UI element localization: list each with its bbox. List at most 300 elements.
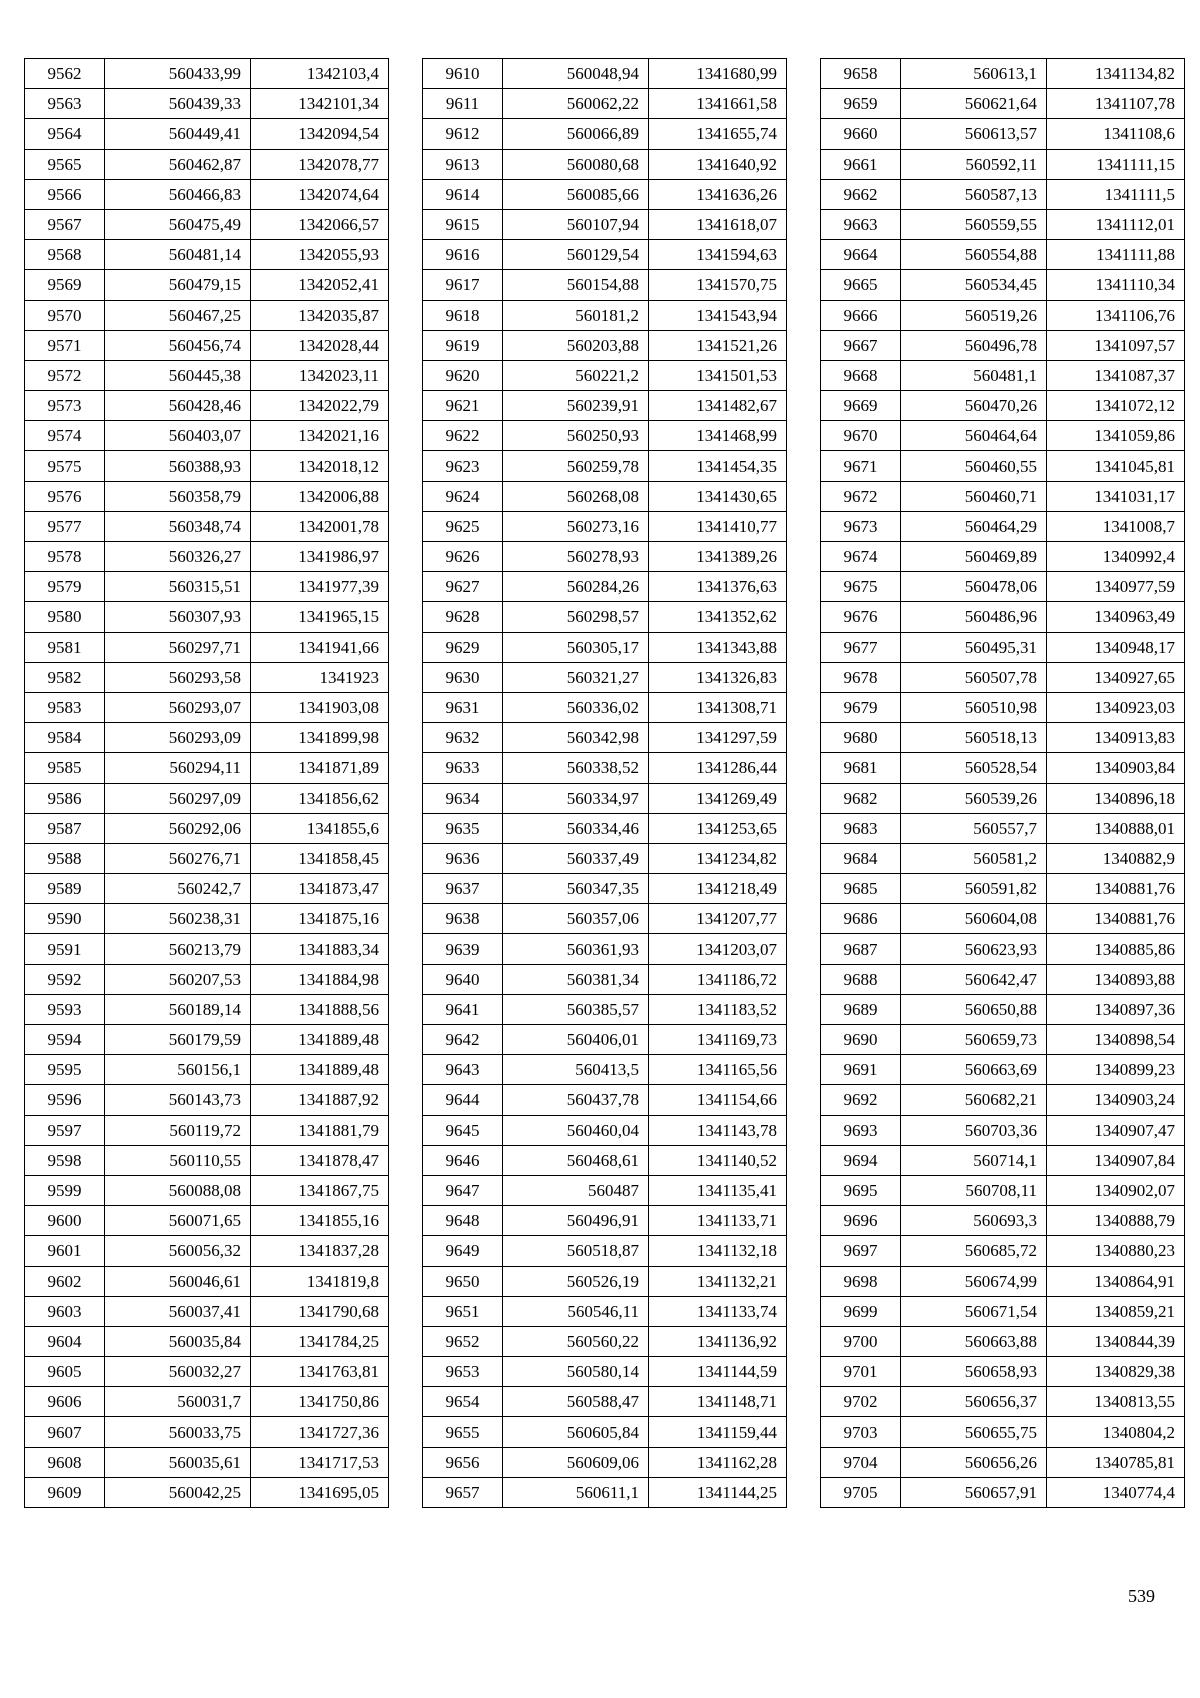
- table-row: [423, 994, 787, 1024]
- point-number-cell: 9616: [423, 240, 503, 270]
- x-coordinate-cell: 560348,74: [105, 511, 251, 541]
- x-coordinate-cell: 560460,71: [901, 481, 1047, 511]
- table-row: [25, 813, 389, 843]
- y-coordinate-cell: 1340992,4: [1047, 542, 1185, 572]
- x-coordinate-cell: 560046,61: [105, 1266, 251, 1296]
- table-row: [423, 1387, 787, 1417]
- y-coordinate-cell: 1342028,44: [251, 330, 389, 360]
- point-number-cell: 9605: [25, 1357, 105, 1387]
- point-number-cell: 9705: [821, 1477, 901, 1507]
- table-row: [25, 572, 389, 602]
- point-number-cell: 9697: [821, 1236, 901, 1266]
- y-coordinate-cell: 1341790,68: [251, 1296, 389, 1326]
- point-number-cell: 9615: [423, 209, 503, 239]
- y-coordinate-cell: 1340902,07: [1047, 1175, 1185, 1205]
- y-coordinate-cell: 1341570,75: [649, 270, 787, 300]
- point-number-cell: 9659: [821, 89, 901, 119]
- y-coordinate-cell: 1341855,16: [251, 1206, 389, 1236]
- x-coordinate-cell: 560297,71: [105, 632, 251, 662]
- x-coordinate-cell: 560507,78: [901, 662, 1047, 692]
- point-number-cell: 9577: [25, 511, 105, 541]
- x-coordinate-cell: 560656,26: [901, 1447, 1047, 1477]
- table-row: [423, 1326, 787, 1356]
- x-coordinate-cell: 560110,55: [105, 1145, 251, 1175]
- y-coordinate-cell: 1341376,63: [649, 572, 787, 602]
- y-coordinate-cell: 1341111,15: [1047, 149, 1185, 179]
- y-coordinate-cell: 1341140,52: [649, 1145, 787, 1175]
- table-row: [423, 481, 787, 511]
- x-coordinate-cell: 560071,65: [105, 1206, 251, 1236]
- table-row: [423, 511, 787, 541]
- x-coordinate-cell: 560032,27: [105, 1357, 251, 1387]
- point-number-cell: 9587: [25, 813, 105, 843]
- point-number-cell: 9582: [25, 662, 105, 692]
- x-coordinate-cell: 560671,54: [901, 1296, 1047, 1326]
- x-coordinate-cell: 560650,88: [901, 994, 1047, 1024]
- point-number-cell: 9588: [25, 843, 105, 873]
- y-coordinate-cell: 1341819,8: [251, 1266, 389, 1296]
- y-coordinate-cell: 1341169,73: [649, 1025, 787, 1055]
- x-coordinate-cell: 560546,11: [503, 1296, 649, 1326]
- x-coordinate-cell: 560276,71: [105, 843, 251, 873]
- y-coordinate-cell: 1340893,88: [1047, 964, 1185, 994]
- x-coordinate-cell: 560031,7: [105, 1387, 251, 1417]
- point-number-cell: 9574: [25, 421, 105, 451]
- table-row: [423, 421, 787, 451]
- table-row: [423, 874, 787, 904]
- x-coordinate-cell: 560580,14: [503, 1357, 649, 1387]
- point-number-cell: 9652: [423, 1326, 503, 1356]
- table-row: [423, 843, 787, 873]
- x-coordinate-cell: 560604,08: [901, 904, 1047, 934]
- y-coordinate-cell: 1341784,25: [251, 1326, 389, 1356]
- table-row: [25, 783, 389, 813]
- point-number-cell: 9608: [25, 1447, 105, 1477]
- y-coordinate-cell: 1341134,82: [1047, 59, 1185, 89]
- x-coordinate-cell: 560464,64: [901, 421, 1047, 451]
- y-coordinate-cell: 1341343,88: [649, 632, 787, 662]
- y-coordinate-cell: 1342018,12: [251, 451, 389, 481]
- point-number-cell: 9590: [25, 904, 105, 934]
- point-number-cell: 9669: [821, 391, 901, 421]
- coordinate-table-3: [820, 58, 1185, 1508]
- point-number-cell: 9618: [423, 300, 503, 330]
- y-coordinate-cell: 1341097,57: [1047, 330, 1185, 360]
- coordinate-table-1: [24, 58, 389, 1508]
- x-coordinate-cell: 560642,47: [901, 964, 1047, 994]
- table-row: [821, 421, 1185, 451]
- table-row: [25, 1357, 389, 1387]
- x-coordinate-cell: 560466,83: [105, 179, 251, 209]
- table-row: [25, 1085, 389, 1115]
- point-number-cell: 9568: [25, 240, 105, 270]
- y-coordinate-cell: 1340829,38: [1047, 1357, 1185, 1387]
- y-coordinate-cell: 1341031,17: [1047, 481, 1185, 511]
- x-coordinate-cell: 560207,53: [105, 964, 251, 994]
- x-coordinate-cell: 560470,26: [901, 391, 1047, 421]
- table-row: [25, 1175, 389, 1205]
- point-number-cell: 9580: [25, 602, 105, 632]
- x-coordinate-cell: 560085,66: [503, 179, 649, 209]
- point-number-cell: 9663: [821, 209, 901, 239]
- x-coordinate-cell: 560613,57: [901, 119, 1047, 149]
- table-row: [25, 89, 389, 119]
- table-row: [25, 59, 389, 89]
- table-row: [25, 300, 389, 330]
- x-coordinate-cell: 560456,74: [105, 330, 251, 360]
- table-row: [423, 1447, 787, 1477]
- point-number-cell: 9599: [25, 1175, 105, 1205]
- x-coordinate-cell: 560428,46: [105, 391, 251, 421]
- point-number-cell: 9639: [423, 934, 503, 964]
- x-coordinate-cell: 560221,2: [503, 360, 649, 390]
- point-number-cell: 9696: [821, 1206, 901, 1236]
- table-row: [821, 934, 1185, 964]
- table-row: [25, 1025, 389, 1055]
- x-coordinate-cell: 560119,72: [105, 1115, 251, 1145]
- y-coordinate-cell: 1340844,39: [1047, 1326, 1185, 1356]
- y-coordinate-cell: 1340963,49: [1047, 602, 1185, 632]
- x-coordinate-cell: 560080,68: [503, 149, 649, 179]
- y-coordinate-cell: 1340882,9: [1047, 843, 1185, 873]
- y-coordinate-cell: 1342052,41: [251, 270, 389, 300]
- point-number-cell: 9592: [25, 964, 105, 994]
- y-coordinate-cell: 1340903,24: [1047, 1085, 1185, 1115]
- x-coordinate-cell: 560033,75: [105, 1417, 251, 1447]
- table-row: [25, 1266, 389, 1296]
- table-row: [423, 964, 787, 994]
- table-row: [423, 391, 787, 421]
- point-number-cell: 9637: [423, 874, 503, 904]
- x-coordinate-cell: 560388,93: [105, 451, 251, 481]
- y-coordinate-cell: 1342101,34: [251, 89, 389, 119]
- x-coordinate-cell: 560475,49: [105, 209, 251, 239]
- y-coordinate-cell: 1341640,92: [649, 149, 787, 179]
- table-row: [423, 813, 787, 843]
- x-coordinate-cell: 560496,91: [503, 1206, 649, 1236]
- y-coordinate-cell: 1341727,36: [251, 1417, 389, 1447]
- y-coordinate-cell: 1340899,23: [1047, 1055, 1185, 1085]
- table-row: [423, 1236, 787, 1266]
- y-coordinate-cell: 1341148,71: [649, 1387, 787, 1417]
- y-coordinate-cell: 1340977,59: [1047, 572, 1185, 602]
- table-row: [821, 813, 1185, 843]
- y-coordinate-cell: 1341072,12: [1047, 391, 1185, 421]
- x-coordinate-cell: 560685,72: [901, 1236, 1047, 1266]
- x-coordinate-cell: 560526,19: [503, 1266, 649, 1296]
- y-coordinate-cell: 1341203,07: [649, 934, 787, 964]
- x-coordinate-cell: 560035,84: [105, 1326, 251, 1356]
- table-row: [423, 934, 787, 964]
- y-coordinate-cell: 1341763,81: [251, 1357, 389, 1387]
- point-number-cell: 9564: [25, 119, 105, 149]
- y-coordinate-cell: 1340864,91: [1047, 1266, 1185, 1296]
- y-coordinate-cell: 1340785,81: [1047, 1447, 1185, 1477]
- table-row: [25, 451, 389, 481]
- y-coordinate-cell: 1342021,16: [251, 421, 389, 451]
- table-row: [821, 1236, 1185, 1266]
- table-row: [821, 662, 1185, 692]
- table-row: [821, 572, 1185, 602]
- table-row: [821, 723, 1185, 753]
- x-coordinate-cell: 560056,32: [105, 1236, 251, 1266]
- point-number-cell: 9664: [821, 240, 901, 270]
- x-coordinate-cell: 560342,98: [503, 723, 649, 753]
- x-coordinate-cell: 560528,54: [901, 753, 1047, 783]
- y-coordinate-cell: 1341269,49: [649, 783, 787, 813]
- x-coordinate-cell: 560591,82: [901, 874, 1047, 904]
- x-coordinate-cell: 560315,51: [105, 572, 251, 602]
- x-coordinate-cell: 560181,2: [503, 300, 649, 330]
- y-coordinate-cell: 1341837,28: [251, 1236, 389, 1266]
- x-coordinate-cell: 560479,15: [105, 270, 251, 300]
- x-coordinate-cell: 560358,79: [105, 481, 251, 511]
- x-coordinate-cell: 560361,93: [503, 934, 649, 964]
- x-coordinate-cell: 560693,3: [901, 1206, 1047, 1236]
- table-row: [423, 59, 787, 89]
- x-coordinate-cell: 560519,26: [901, 300, 1047, 330]
- y-coordinate-cell: 1341543,94: [649, 300, 787, 330]
- point-number-cell: 9635: [423, 813, 503, 843]
- point-number-cell: 9562: [25, 59, 105, 89]
- table-row: [821, 1175, 1185, 1205]
- point-number-cell: 9579: [25, 572, 105, 602]
- table-row: [25, 1055, 389, 1085]
- point-number-cell: 9563: [25, 89, 105, 119]
- y-coordinate-cell: 1341087,37: [1047, 360, 1185, 390]
- x-coordinate-cell: 560334,97: [503, 783, 649, 813]
- table-row: [25, 904, 389, 934]
- x-coordinate-cell: 560449,41: [105, 119, 251, 149]
- point-number-cell: 9683: [821, 813, 901, 843]
- point-number-cell: 9581: [25, 632, 105, 662]
- point-number-cell: 9589: [25, 874, 105, 904]
- point-number-cell: 9614: [423, 179, 503, 209]
- table-row: [25, 843, 389, 873]
- table-row: [423, 692, 787, 722]
- y-coordinate-cell: 1340813,55: [1047, 1387, 1185, 1417]
- x-coordinate-cell: 560307,93: [105, 602, 251, 632]
- x-coordinate-cell: 560714,1: [901, 1145, 1047, 1175]
- point-number-cell: 9636: [423, 843, 503, 873]
- y-coordinate-cell: 1341636,26: [649, 179, 787, 209]
- x-coordinate-cell: 560481,14: [105, 240, 251, 270]
- y-coordinate-cell: 1341680,99: [649, 59, 787, 89]
- y-coordinate-cell: 1341881,79: [251, 1115, 389, 1145]
- table-row: [423, 542, 787, 572]
- point-number-cell: 9645: [423, 1115, 503, 1145]
- point-number-cell: 9656: [423, 1447, 503, 1477]
- y-coordinate-cell: 1341941,66: [251, 632, 389, 662]
- x-coordinate-cell: 560338,52: [503, 753, 649, 783]
- y-coordinate-cell: 1341855,6: [251, 813, 389, 843]
- x-coordinate-cell: 560682,21: [901, 1085, 1047, 1115]
- y-coordinate-cell: 1342094,54: [251, 119, 389, 149]
- point-number-cell: 9569: [25, 270, 105, 300]
- y-coordinate-cell: 1341965,15: [251, 602, 389, 632]
- point-number-cell: 9654: [423, 1387, 503, 1417]
- table-row: [821, 481, 1185, 511]
- table-row: [423, 300, 787, 330]
- x-coordinate-cell: 560326,27: [105, 542, 251, 572]
- point-number-cell: 9641: [423, 994, 503, 1024]
- point-number-cell: 9611: [423, 89, 503, 119]
- table-row: [25, 149, 389, 179]
- point-number-cell: 9703: [821, 1417, 901, 1447]
- y-coordinate-cell: 1340903,84: [1047, 753, 1185, 783]
- y-coordinate-cell: 1342055,93: [251, 240, 389, 270]
- point-number-cell: 9603: [25, 1296, 105, 1326]
- x-coordinate-cell: 560294,11: [105, 753, 251, 783]
- y-coordinate-cell: 1341871,89: [251, 753, 389, 783]
- y-coordinate-cell: 1341253,65: [649, 813, 787, 843]
- point-number-cell: 9680: [821, 723, 901, 753]
- y-coordinate-cell: 1341132,21: [649, 1266, 787, 1296]
- table-row: [25, 360, 389, 390]
- point-number-cell: 9571: [25, 330, 105, 360]
- x-coordinate-cell: 560129,54: [503, 240, 649, 270]
- point-number-cell: 9693: [821, 1115, 901, 1145]
- y-coordinate-cell: 1341111,5: [1047, 179, 1185, 209]
- y-coordinate-cell: 1341867,75: [251, 1175, 389, 1205]
- table-row: [423, 330, 787, 360]
- y-coordinate-cell: 1340774,4: [1047, 1477, 1185, 1507]
- table-row: [821, 391, 1185, 421]
- point-number-cell: 9570: [25, 300, 105, 330]
- table-row: [821, 300, 1185, 330]
- y-coordinate-cell: 1341308,71: [649, 692, 787, 722]
- point-number-cell: 9671: [821, 451, 901, 481]
- x-coordinate-cell: 560658,93: [901, 1357, 1047, 1387]
- table-row: [423, 783, 787, 813]
- table-row: [821, 149, 1185, 179]
- y-coordinate-cell: 1341045,81: [1047, 451, 1185, 481]
- x-coordinate-cell: 560297,09: [105, 783, 251, 813]
- point-number-cell: 9690: [821, 1025, 901, 1055]
- table-row: [821, 209, 1185, 239]
- y-coordinate-cell: 1341873,47: [251, 874, 389, 904]
- point-number-cell: 9640: [423, 964, 503, 994]
- point-number-cell: 9679: [821, 692, 901, 722]
- table-row: [821, 1387, 1185, 1417]
- point-number-cell: 9634: [423, 783, 503, 813]
- table-row: [25, 1206, 389, 1236]
- y-coordinate-cell: 1341883,34: [251, 934, 389, 964]
- point-number-cell: 9578: [25, 542, 105, 572]
- point-number-cell: 9644: [423, 1085, 503, 1115]
- x-coordinate-cell: 560460,55: [901, 451, 1047, 481]
- x-coordinate-cell: 560560,22: [503, 1326, 649, 1356]
- table-row: [25, 874, 389, 904]
- y-coordinate-cell: 1341501,53: [649, 360, 787, 390]
- y-coordinate-cell: 1341183,52: [649, 994, 787, 1024]
- x-coordinate-cell: 560445,38: [105, 360, 251, 390]
- point-number-cell: 9573: [25, 391, 105, 421]
- table-row: [423, 1115, 787, 1145]
- y-coordinate-cell: 1341430,65: [649, 481, 787, 511]
- table-row: [423, 240, 787, 270]
- x-coordinate-cell: 560250,93: [503, 421, 649, 451]
- y-coordinate-cell: 1341326,83: [649, 662, 787, 692]
- x-coordinate-cell: 560467,25: [105, 300, 251, 330]
- y-coordinate-cell: 1341521,26: [649, 330, 787, 360]
- y-coordinate-cell: 1341218,49: [649, 874, 787, 904]
- y-coordinate-cell: 1342006,88: [251, 481, 389, 511]
- table-row: [25, 542, 389, 572]
- y-coordinate-cell: 1341008,7: [1047, 511, 1185, 541]
- y-coordinate-cell: 1341143,78: [649, 1115, 787, 1145]
- y-coordinate-cell: 1341410,77: [649, 511, 787, 541]
- y-coordinate-cell: 1341111,88: [1047, 240, 1185, 270]
- point-number-cell: 9638: [423, 904, 503, 934]
- y-coordinate-cell: 1341106,76: [1047, 300, 1185, 330]
- x-coordinate-cell: 560703,36: [901, 1115, 1047, 1145]
- y-coordinate-cell: 1342066,57: [251, 209, 389, 239]
- x-coordinate-cell: 560154,88: [503, 270, 649, 300]
- table-row: [423, 1085, 787, 1115]
- table-row: [423, 1206, 787, 1236]
- point-number-cell: 9650: [423, 1266, 503, 1296]
- point-number-cell: 9601: [25, 1236, 105, 1266]
- point-number-cell: 9658: [821, 59, 901, 89]
- y-coordinate-cell: 1341286,44: [649, 753, 787, 783]
- point-number-cell: 9593: [25, 994, 105, 1024]
- x-coordinate-cell: 560433,99: [105, 59, 251, 89]
- x-coordinate-cell: 560259,78: [503, 451, 649, 481]
- x-coordinate-cell: 560708,11: [901, 1175, 1047, 1205]
- y-coordinate-cell: 1341655,74: [649, 119, 787, 149]
- point-number-cell: 9678: [821, 662, 901, 692]
- point-number-cell: 9674: [821, 542, 901, 572]
- y-coordinate-cell: 1340888,79: [1047, 1206, 1185, 1236]
- point-number-cell: 9660: [821, 119, 901, 149]
- x-coordinate-cell: 560336,02: [503, 692, 649, 722]
- y-coordinate-cell: 1341133,71: [649, 1206, 787, 1236]
- point-number-cell: 9619: [423, 330, 503, 360]
- point-number-cell: 9630: [423, 662, 503, 692]
- table-row: [821, 1085, 1185, 1115]
- x-coordinate-cell: 560385,57: [503, 994, 649, 1024]
- y-coordinate-cell: 1341136,92: [649, 1326, 787, 1356]
- x-coordinate-cell: 560334,46: [503, 813, 649, 843]
- x-coordinate-cell: 560239,91: [503, 391, 649, 421]
- x-coordinate-cell: 560587,13: [901, 179, 1047, 209]
- y-coordinate-cell: 1340881,76: [1047, 874, 1185, 904]
- x-coordinate-cell: 560066,89: [503, 119, 649, 149]
- x-coordinate-cell: 560273,16: [503, 511, 649, 541]
- x-coordinate-cell: 560203,88: [503, 330, 649, 360]
- y-coordinate-cell: 1341661,58: [649, 89, 787, 119]
- point-number-cell: 9677: [821, 632, 901, 662]
- table-row: [423, 632, 787, 662]
- y-coordinate-cell: 1341858,45: [251, 843, 389, 873]
- table-row: [25, 270, 389, 300]
- y-coordinate-cell: 1341297,59: [649, 723, 787, 753]
- point-number-cell: 9700: [821, 1326, 901, 1356]
- x-coordinate-cell: 560663,88: [901, 1326, 1047, 1356]
- table-row: [423, 1055, 787, 1085]
- point-number-cell: 9692: [821, 1085, 901, 1115]
- y-coordinate-cell: 1340885,86: [1047, 934, 1185, 964]
- y-coordinate-cell: 1341889,48: [251, 1055, 389, 1085]
- x-coordinate-cell: 560293,58: [105, 662, 251, 692]
- x-coordinate-cell: 560621,64: [901, 89, 1047, 119]
- point-number-cell: 9623: [423, 451, 503, 481]
- y-coordinate-cell: 1341389,26: [649, 542, 787, 572]
- point-number-cell: 9667: [821, 330, 901, 360]
- x-coordinate-cell: 560486,96: [901, 602, 1047, 632]
- table-row: [821, 1296, 1185, 1326]
